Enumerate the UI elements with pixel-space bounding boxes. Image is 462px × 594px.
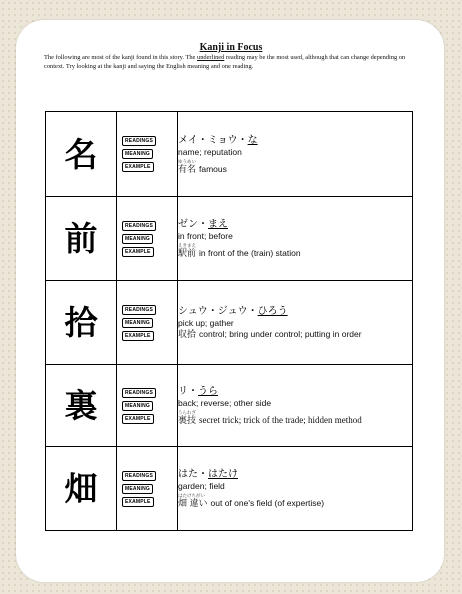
meaning-text: pick up; gather <box>178 318 234 328</box>
example-label: EXAMPLE <box>122 162 154 172</box>
example-furigana: はたけちがい <box>178 493 205 498</box>
meaning-label: MEANING <box>122 234 153 244</box>
kanji-row <box>46 447 413 531</box>
example-text: 駅前 in front of the (train) station <box>178 248 301 258</box>
meaning-label: MEANING <box>122 401 153 411</box>
kanji-row <box>46 365 413 447</box>
example-label: EXAMPLE <box>122 497 154 507</box>
readings-text: ゼン・まえ <box>178 219 228 230</box>
meaning-label: MEANING <box>122 149 153 159</box>
example-text: 収拾 control; bring under control; putting in order <box>178 329 362 339</box>
readings-label: READINGS <box>122 136 156 146</box>
example-text: 裏技 secret trick; trick of the trade; hidden method <box>178 415 362 425</box>
intro-underlined-word: underlined <box>197 54 225 61</box>
meaning-text: back; reverse; other side <box>178 398 272 408</box>
meaning-label: MEANING <box>122 484 153 494</box>
readings-text: はた・はたけ <box>178 469 238 480</box>
example-text: 畑 違い out of one's field (of expertise) <box>178 498 325 508</box>
meaning-label: MEANING <box>122 318 153 328</box>
meaning-text: in front; before <box>178 231 233 241</box>
page-title: Kanji in Focus <box>199 42 263 53</box>
readings-text: シュウ・ジュウ・ひろう <box>178 306 288 317</box>
example-label: EXAMPLE <box>122 247 154 257</box>
kanji-character: 名 <box>64 134 98 174</box>
example-furigana: えきまえ <box>178 243 196 248</box>
readings-label: READINGS <box>122 388 156 398</box>
intro-text: The following are most of the kanji found in this story. The underlined reading may be the most used, although that can change depending on context. Try looking at the kanji and saying the English meaning and one reading. <box>44 54 406 70</box>
example-furigana: ゆうめい <box>178 158 196 164</box>
kanji-character: 裏 <box>64 386 98 425</box>
readings-label: READINGS <box>122 471 156 481</box>
kanji-row <box>46 281 413 365</box>
example-label: EXAMPLE <box>122 414 154 424</box>
example-label: EXAMPLE <box>122 331 154 341</box>
meaning-text: garden; field <box>178 481 225 491</box>
readings-text: メイ・ミョウ・な <box>178 134 258 146</box>
kanji-row <box>46 112 413 197</box>
readings-label: READINGS <box>122 221 156 231</box>
example-text: 有名 famous <box>178 163 227 174</box>
kanji-row <box>46 197 413 281</box>
meaning-text: name; reputation <box>178 146 242 157</box>
readings-label: READINGS <box>122 305 156 315</box>
kanji-character: 拾 <box>64 303 98 342</box>
kanji-character: 畑 <box>64 469 98 508</box>
example-furigana: うらわざ <box>178 410 196 415</box>
readings-text: リ・うら <box>178 386 218 397</box>
kanji-table <box>45 111 413 531</box>
kanji-character: 前 <box>64 219 98 258</box>
